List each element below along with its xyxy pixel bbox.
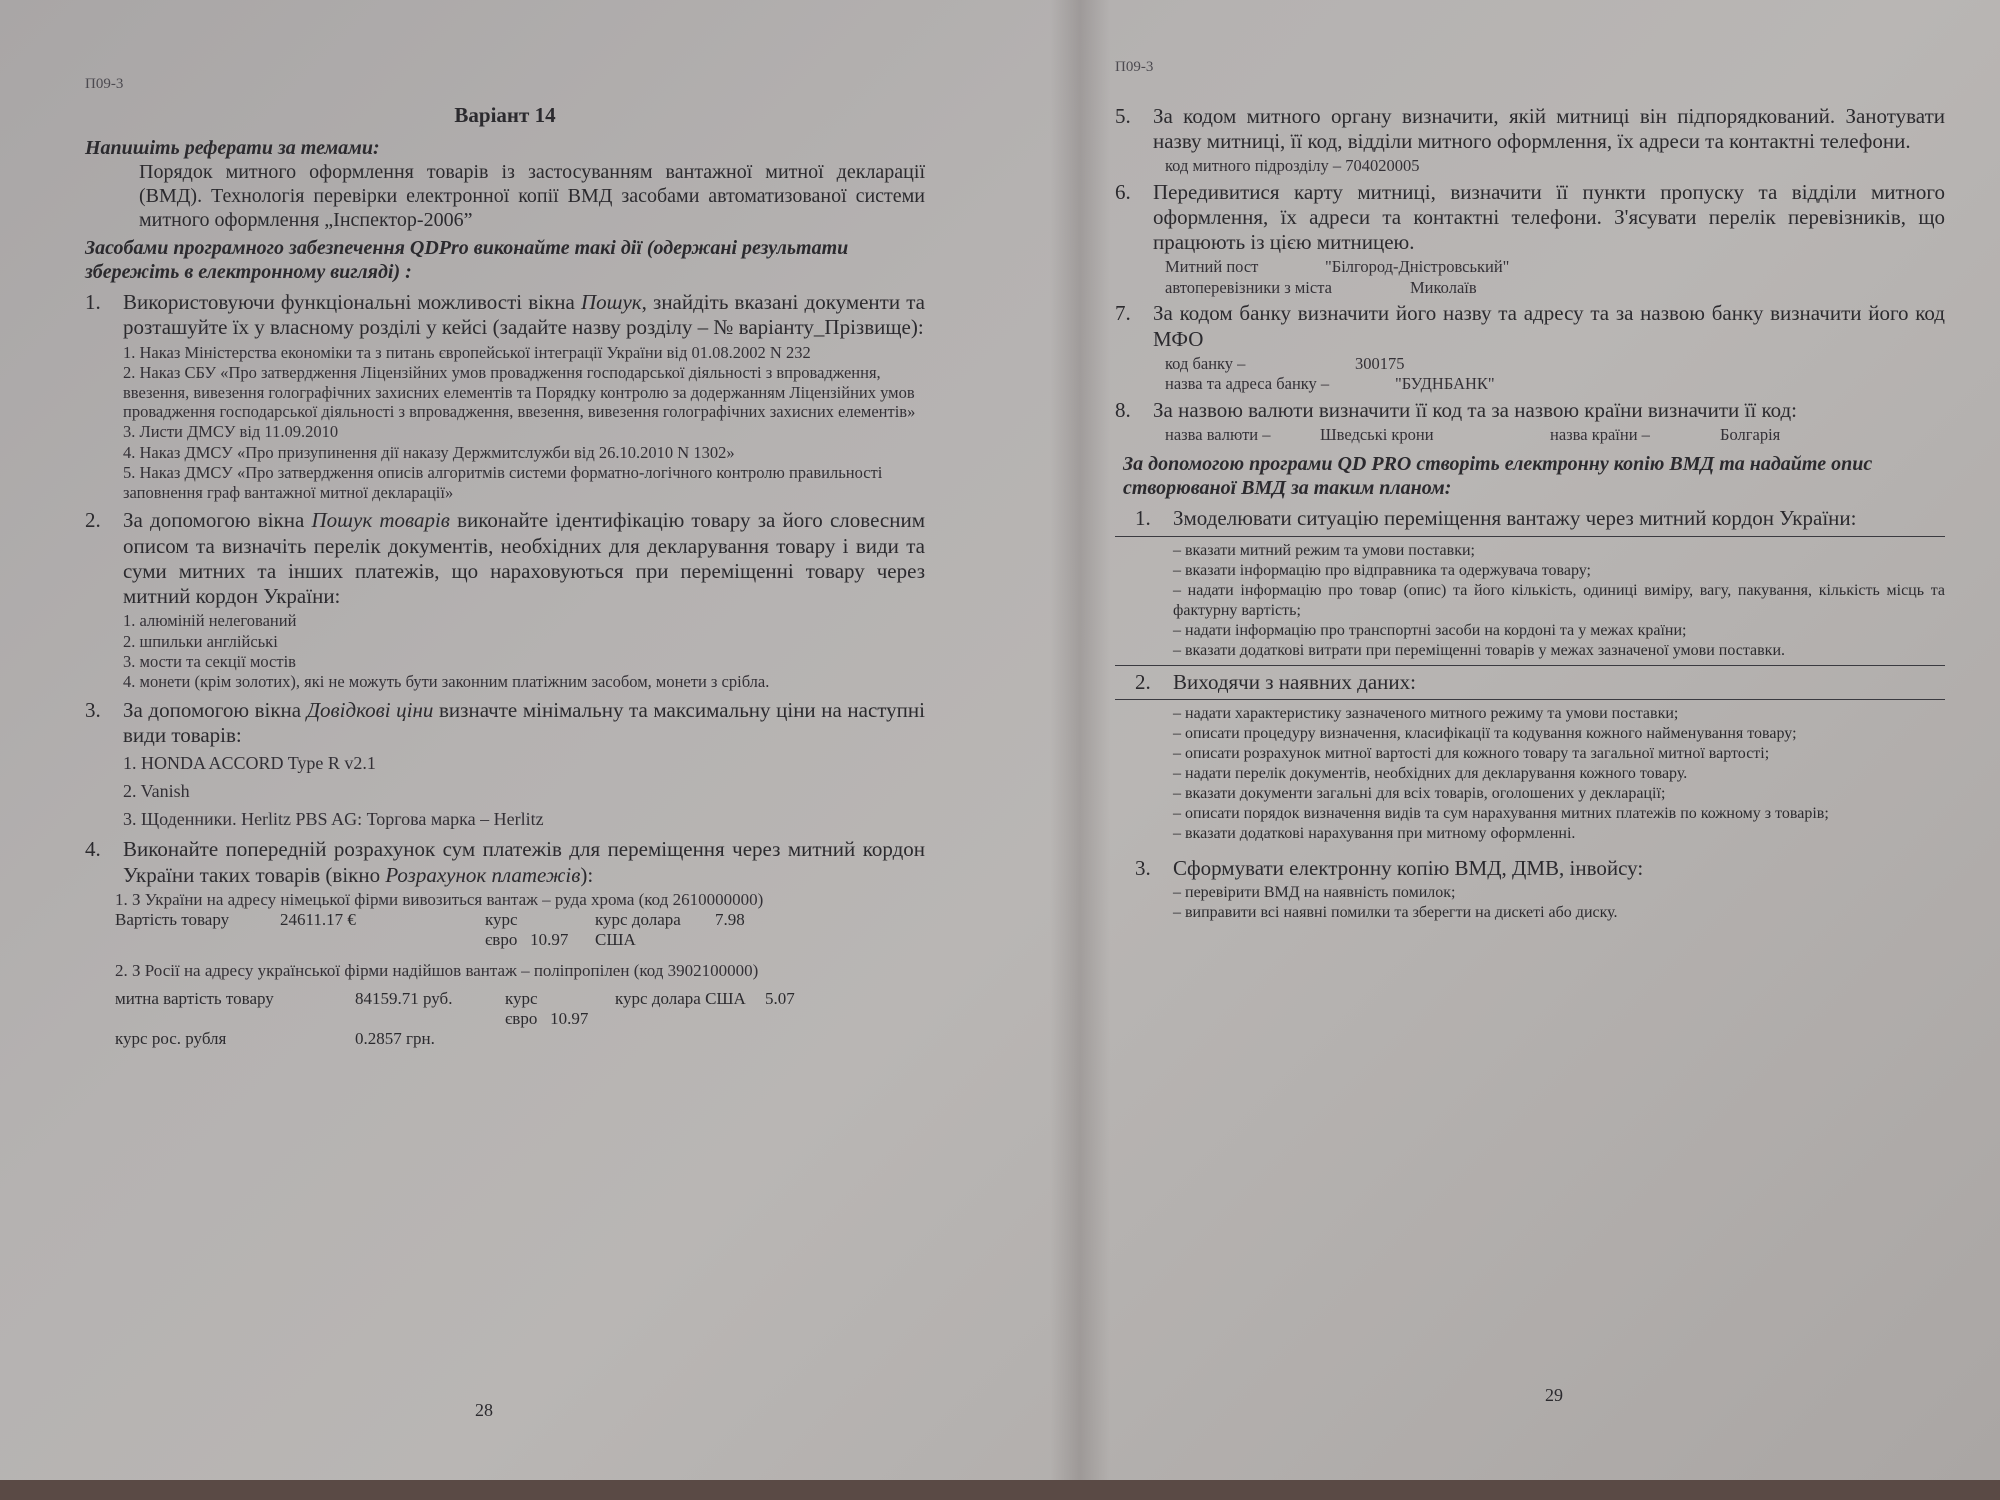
plan-1-items — [1115, 541, 1945, 661]
task-8 — [1115, 398, 1945, 423]
list-item: 3. Листи ДМСУ від 11.09.2010 — [123, 422, 339, 442]
list-item: 1. Наказ Міністерства економіки та з питань європейської інтеграції України від 01.08.2002 N 232 — [123, 342, 811, 362]
task-2-items — [85, 611, 925, 692]
post-value: "Білгород-Дністровський" — [1325, 257, 1510, 277]
rub-value: 0.2857 грн. — [355, 1029, 435, 1049]
rate-usd-value: 7.98 — [715, 909, 745, 929]
plan-text: Виходячи з наявних даних: — [1173, 669, 1416, 694]
task-text: За допомогою вікна Довідкові ціни визначте мінімальну та максимальну ціни на наступні види товарів: — [123, 697, 925, 748]
list-item: 1. HONDA ACCORD Type R v2.1 — [123, 753, 376, 774]
rub-label: курс рос. рубля — [115, 1029, 227, 1049]
list-item: – описати розрахунок митної вартості для кожного товару та загальної митної вартості; — [1173, 744, 1770, 762]
carriers-value: Миколаїв — [1410, 277, 1477, 297]
task-2 — [85, 508, 925, 609]
value-amount: 24611.17 € — [280, 909, 356, 929]
list-item: – виправити всі наявні помилки та зберегти на дискеті або диску. — [1173, 903, 1618, 921]
rate-euro: курс євро 10.97 — [485, 909, 569, 950]
plan-text: Сформувати електронну копію ВМД, ДМВ, інвойсу: — [1173, 855, 1644, 880]
value-amount: 84159.71 руб. — [355, 988, 453, 1008]
task-3 — [85, 698, 925, 748]
plan-3 — [1115, 856, 1945, 881]
task-4-case-1: 1. З України на адресу німецької фірми вивозиться вантаж – руда хрома (код 2610000000) — [115, 889, 764, 909]
essay-text: Порядок митного оформлення товарів із застосуванням вантажної митної декларації (ВМД). Технологія перевірки електронної копії ВМД засобами автоматизованої системи митного оформлення „Інспектор-2006” — [139, 161, 925, 232]
page-number-left: 28 — [475, 1400, 493, 1420]
list-item: – вказати інформацію про відправника та одержувача товару; — [1173, 561, 1591, 579]
plan-1 — [1115, 506, 1945, 531]
carriers-label: автоперевізники з міста — [1165, 277, 1332, 297]
list-item: 5. Наказ ДМСУ «Про затвердження описів алгоритмів системи форматно-логічного контролю правильності заповнення граф вантажної митної декларації» — [123, 463, 883, 502]
plan-2-items — [1115, 704, 1945, 844]
list-item: – надати інформацію про товар (опис) та його кількість, одиниці виміру, вагу, пакування, кількість місць та фактурну вартість; — [1173, 581, 1945, 619]
rate-usd-label: курс долара США — [615, 988, 746, 1008]
right-page — [1115, 58, 1945, 923]
task-number: 3. — [85, 697, 101, 722]
task-6-details — [1115, 257, 1945, 297]
rate-usd-label: курс долара США — [595, 909, 681, 950]
qdpro-plan-heading: За допомогою програми QD PRO створіть електронну копію ВМД та надайте опис створюваної ВМД за таким планом: — [1123, 453, 1873, 500]
page-code: П09-3 — [85, 76, 124, 92]
task-1 — [85, 290, 925, 340]
list-item: 1. алюміній нелегований — [123, 611, 297, 631]
task-number: 5. — [1115, 104, 1131, 128]
task-text: За кодом банку визначити його назву та адресу та за назвою банку визначити його код МФО — [1153, 301, 1945, 351]
task-5 — [1115, 104, 1945, 154]
list-item: – вказати додаткові витрати при переміщенні товарів у межах зазначеної умови поставки. — [1173, 641, 1786, 659]
task-4-case-2: 2. З Росії на адресу української фірми надійшов вантаж – поліпропілен (код 3902100000) — [115, 960, 759, 980]
list-item: – описати порядок визначення видів та сум нарахування митних платежів по кожному з товарів; — [1173, 804, 1829, 822]
country-label: назва країни – — [1550, 424, 1650, 444]
task-1-items — [85, 343, 925, 503]
list-item: 4. Наказ ДМСУ «Про призупинення дії наказу Держмитслужби від 26.10.2010 N 1302» — [123, 442, 735, 462]
page-code: П09-3 — [1115, 59, 1154, 75]
task-4-case-2-rub — [85, 1029, 925, 1049]
value-label: Вартість товару — [115, 909, 230, 929]
list-item: – перевірити ВМД на наявність помилок; — [1173, 883, 1456, 901]
task-text: За кодом митного органу визначити, якій митниці він підпорядкований. Занотувати назву митниці, її код, відділи митного оформлення, їх адреси та контактні телефони. — [1153, 104, 1945, 154]
task-text: Виконайте попередній розрахунок сум платежів для переміщення через митний кордон України таких товарів (вікно Розрахунок платежів): — [123, 837, 925, 887]
bank-name-value: "БУДНБАНК" — [1395, 374, 1495, 394]
plan-3-items — [1115, 883, 1945, 923]
left-page — [85, 75, 925, 1050]
task-number: 6. — [1115, 179, 1131, 204]
rate-euro: курс євро 10.97 — [505, 988, 589, 1028]
bank-name-label: назва та адреса банку – — [1165, 374, 1330, 394]
list-item: – вказати митний режим та умови поставки; — [1173, 541, 1475, 559]
list-item: 3. мости та секції мостів — [123, 652, 296, 671]
task-7 — [1115, 301, 1945, 351]
list-item: – описати процедуру визначення, класифікації та кодування кожного найменування товару; — [1173, 724, 1797, 742]
currency-label: назва валюти – — [1165, 424, 1271, 444]
task-number: 4. — [85, 837, 101, 862]
plan-number: 3. — [1135, 855, 1151, 880]
task-5-detail: код митного підрозділу – 704020005 — [1165, 156, 1420, 176]
task-3-items — [85, 750, 925, 833]
currency-value: Шведські крони — [1320, 424, 1434, 444]
list-item: – надати характеристику зазначеного митного режиму та умови поставки; — [1173, 704, 1679, 722]
rule — [1115, 699, 1945, 700]
task-4-case-2-values — [85, 989, 925, 1030]
post-label: Митний пост — [1165, 257, 1259, 277]
task-4 — [85, 837, 925, 887]
task-number: 8. — [1115, 397, 1131, 422]
plan-text: Змоделювати ситуацію переміщення вантажу через митний кордон України: — [1173, 506, 1857, 531]
list-item: 3. Щоденники. Herlitz PBS AG: Торгова марка – Herlitz — [123, 809, 544, 830]
bank-code-value: 300175 — [1355, 353, 1405, 373]
list-item: – надати перелік документів, необхідних для декларування кожного товару. — [1173, 764, 1688, 782]
task-6 — [1115, 180, 1945, 256]
task-text: За допомогою вікна Пошук товарів виконайте ідентифікацію товару за його словесним описом та визначіть перелік документів, необхідних для декларування товару і види та суми митних та інших платежів, що нараховуються при переміщенні товару через митний кордон України: — [123, 508, 926, 608]
plan-number: 1. — [1135, 506, 1151, 531]
essay-heading: Напишіть реферати за темами: — [85, 137, 380, 160]
book-gutter — [1050, 0, 1110, 1480]
variant-title: Варіант 14 — [454, 103, 556, 127]
list-item: – вказати документи загальні для всіх товарів, оголошених у декларації; — [1173, 784, 1666, 802]
plan-2 — [1115, 670, 1945, 695]
list-item: 2. Наказ СБУ «Про затвердження Ліцензійних умов провадження господарської діяльності з впровадження, ввезення, вивезення голографічних захисних елементів та Порядку контролю за додержанням Ліцензійних умов провадження господарської діяльності з впровадження, ввезення, вивезення голографічних захисних елементів» — [123, 363, 916, 421]
list-item: 2. Vanish — [123, 781, 190, 802]
list-item: – надати інформацію про транспортні засоби на кордоні та у межах країни; — [1173, 621, 1687, 639]
task-8-details — [1115, 425, 1945, 444]
value-label: митна вартість товару — [115, 988, 274, 1008]
task-text: Використовуючи функціональні можливості вікна Пошук, знайдіть вказані документи та розташуйте їх у власному розділі у кейсі (задайте назву розділу – № варіанту_Прізвище): — [123, 290, 925, 340]
task-text: Передивитися карту митниці, визначити її пункти пропуску та відділи митного оформлення, їх адреси та контактні телефони. З'ясувати перелік перевізників, що працюють із цією митницею. — [1153, 179, 1945, 255]
list-item: 2. шпильки англійські — [123, 631, 278, 651]
bank-code-label: код банку – — [1165, 353, 1246, 373]
list-item: – вказати додаткові нарахування при митному оформленні. — [1173, 824, 1576, 842]
qdpro-heading: Засобами програмного забезпечення QDPro виконайте такі дії (одержані результати збережіть в електронному вигляді) : — [85, 237, 849, 284]
plan-number: 2. — [1135, 669, 1151, 694]
task-number: 2. — [85, 508, 101, 533]
task-4-case-1-values — [85, 910, 925, 951]
task-7-details — [1115, 354, 1945, 394]
rate-usd-value: 5.07 — [765, 988, 795, 1008]
rule — [1115, 665, 1945, 666]
task-text: За назвою валюти визначити її код та за назвою країни визначити її код: — [1153, 397, 1797, 422]
rule — [1115, 536, 1945, 537]
task-number: 1. — [85, 290, 101, 315]
task-number: 7. — [1115, 301, 1131, 326]
page-number-right: 29 — [1545, 1385, 1563, 1405]
list-item: 4. монети (крім золотих), які не можуть бути законним платіжним засобом, монети з срібла. — [123, 672, 770, 692]
country-value: Болгарія — [1720, 424, 1781, 444]
